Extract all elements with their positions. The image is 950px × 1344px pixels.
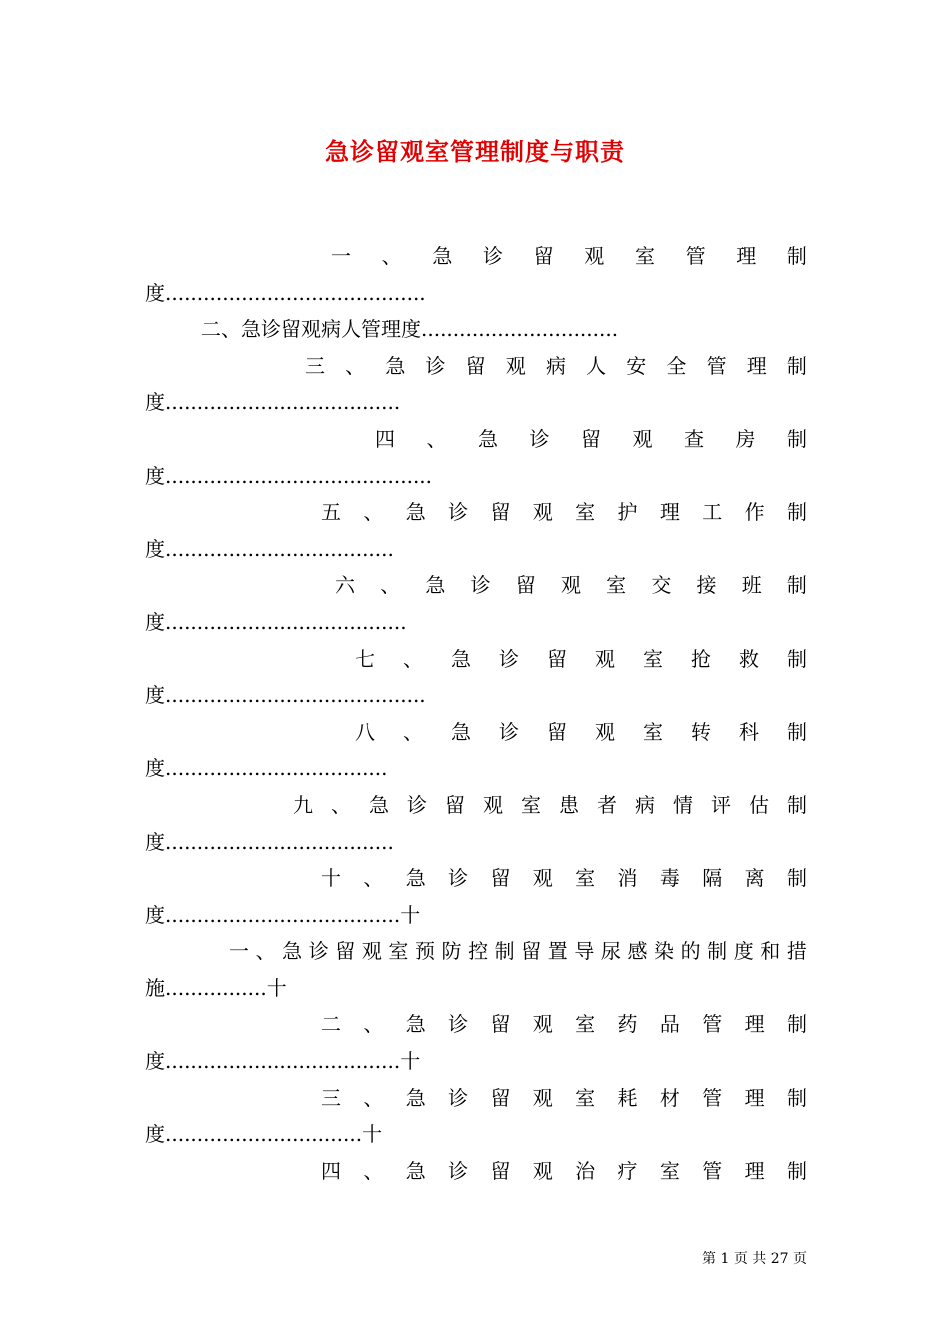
toc-line: 度..................................... xyxy=(145,390,401,415)
toc-line: 七 、 急 诊 留 观 室 抢 救 制 xyxy=(355,646,807,671)
table-of-contents xyxy=(145,238,807,1189)
toc-line: 一 、 急 诊 留 观 室 预 防 控 制 留 置 导 尿 感 染 的 制 度 和 措 xyxy=(229,939,807,964)
toc-line: 度.....................................十 xyxy=(145,1049,421,1074)
toc-line: 度...............................十 xyxy=(145,1122,383,1147)
toc-line: 三 、 急 诊 留 观 病 人 安 全 管 理 制 xyxy=(305,353,807,378)
toc-line: 三 、 急 诊 留 观 室 耗 材 管 理 制 xyxy=(321,1085,807,1110)
toc-line: 二 、 急 诊 留 观 室 药 品 管 理 制 xyxy=(321,1012,807,1037)
toc-line: 八 、 急 诊 留 观 室 转 科 制 xyxy=(355,719,807,744)
toc-line: 九 、 急 诊 留 观 室 患 者 病 情 评 估 制 xyxy=(293,792,807,817)
toc-line: 四 、 急 诊 留 观 查 房 制 xyxy=(375,426,807,451)
toc-line: 度.......................................... xyxy=(145,463,433,488)
toc-line: 五 、 急 诊 留 观 室 护 理 工 作 制 xyxy=(321,500,807,525)
toc-line: 度.................................... xyxy=(145,829,394,854)
toc-line: 四 、 急 诊 留 观 治 疗 室 管 理 制 xyxy=(321,1158,807,1183)
toc-line: 施................十 xyxy=(145,975,287,1000)
toc-line: 度.....................................十 xyxy=(145,902,421,927)
toc-line: 度................................... xyxy=(145,756,388,781)
toc-line: 度......................................... xyxy=(145,683,426,708)
toc-line: 度......................................... xyxy=(145,280,426,305)
page-number-footer: 第 1 页 共 27 页 xyxy=(702,1251,807,1267)
toc-line: 十 、 急 诊 留 观 室 消 毒 隔 离 制 xyxy=(321,866,807,891)
toc-line: 二、急诊留观病人管理度............................... xyxy=(201,317,619,342)
toc-line: 一 、 急 诊 留 观 室 管 理 制 xyxy=(331,244,807,268)
toc-line: 度...................................... xyxy=(145,609,407,634)
page-title: 急诊留观室管理制度与职责 xyxy=(325,137,625,166)
toc-line: 度.................................... xyxy=(145,536,394,561)
toc-line: 六 、 急 诊 留 观 室 交 接 班 制 xyxy=(335,573,807,598)
